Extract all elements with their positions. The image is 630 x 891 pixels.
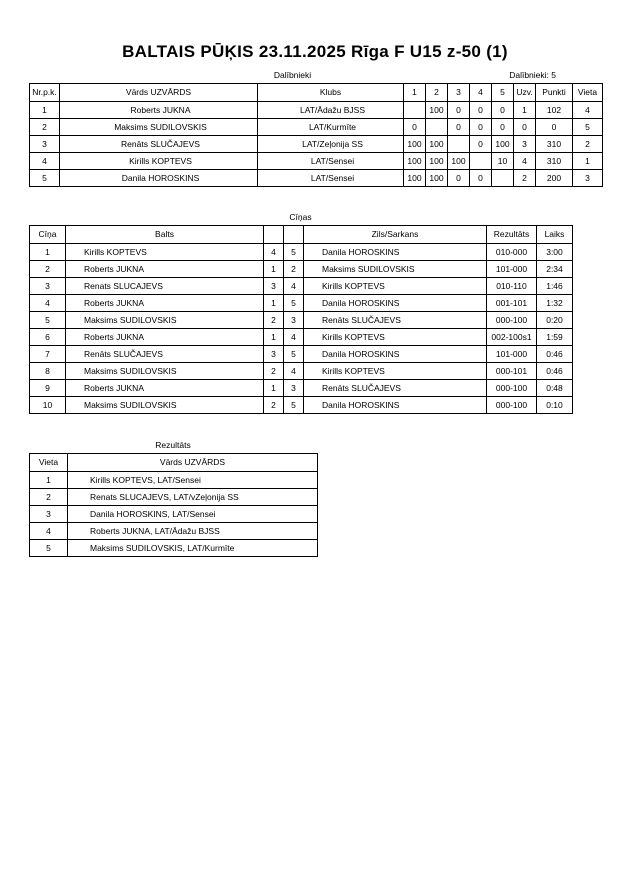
cell-time: 0:46 xyxy=(537,363,573,380)
cell-white-num: 3 xyxy=(264,278,284,295)
header-score-blue xyxy=(284,226,304,244)
cell-name: Roberts JUKNA, LAT/Ādažu BJSS xyxy=(68,523,318,540)
header-r3: 3 xyxy=(448,84,470,102)
table-row xyxy=(30,346,573,363)
cell-r4: 0 xyxy=(470,170,492,187)
cell-r5: 0 xyxy=(492,102,514,119)
cell-punkti: 200 xyxy=(536,170,573,187)
header-vieta: Vieta xyxy=(573,84,603,102)
cell-blue: Danila HOROSKINS xyxy=(304,244,487,261)
header-score-white xyxy=(264,226,284,244)
cell-cina: 6 xyxy=(30,329,66,346)
cell-place: 2 xyxy=(30,489,68,506)
cell-cina: 7 xyxy=(30,346,66,363)
cell-blue-num: 4 xyxy=(284,363,304,380)
header-r5: 5 xyxy=(492,84,514,102)
cell-r4: 0 xyxy=(470,119,492,136)
table-row xyxy=(30,136,603,153)
cell-r3 xyxy=(448,136,470,153)
cell-cina: 9 xyxy=(30,380,66,397)
results-section xyxy=(29,440,317,557)
cell-time: 2:34 xyxy=(537,261,573,278)
cell-blue: Danila HOROSKINS xyxy=(304,295,487,312)
cell-r4 xyxy=(470,153,492,170)
cell-r2: 100 xyxy=(426,102,448,119)
cell-time: 1:32 xyxy=(537,295,573,312)
cell-name: Kirills KOPTEVS, LAT/Sensei xyxy=(68,472,318,489)
cell-blue: Kirills KOPTEVS xyxy=(304,278,487,295)
cell-white: Maksims SUDILOVSKIS xyxy=(66,397,264,414)
cell-blue-num: 2 xyxy=(284,261,304,278)
cell-result: 010-110 xyxy=(487,278,537,295)
cell-npk: 2 xyxy=(30,119,60,136)
cell-time: 3:00 xyxy=(537,244,573,261)
cell-club: LAT/Ādažu BJSS xyxy=(258,102,404,119)
cell-blue-num: 5 xyxy=(284,346,304,363)
cell-r2: 100 xyxy=(426,153,448,170)
cell-npk: 4 xyxy=(30,153,60,170)
cell-white-num: 1 xyxy=(264,380,284,397)
participants-table xyxy=(29,83,603,187)
cell-result: 000-100 xyxy=(487,397,537,414)
table-row xyxy=(30,472,318,489)
cell-npk: 5 xyxy=(30,170,60,187)
cell-white-num: 2 xyxy=(264,397,284,414)
fights-section xyxy=(29,212,572,414)
cell-cina: 1 xyxy=(30,244,66,261)
cell-punkti: 102 xyxy=(536,102,573,119)
cell-white: Renats SLUCAJEVS xyxy=(66,278,264,295)
fights-caption-row xyxy=(29,212,572,225)
cell-blue: Danila HOROSKINS xyxy=(304,397,487,414)
cell-blue-num: 4 xyxy=(284,329,304,346)
cell-white: Roberts JUKNA xyxy=(66,329,264,346)
cell-blue-num: 4 xyxy=(284,278,304,295)
cell-r3: 100 xyxy=(448,153,470,170)
cell-name: Maksims SUDILOVSKIS, LAT/Kurmīte xyxy=(68,540,318,557)
cell-name: Renāts SLUČAJEVS xyxy=(60,136,258,153)
cell-r4: 0 xyxy=(470,136,492,153)
cell-blue-num: 3 xyxy=(284,312,304,329)
cell-name: Roberts JUKNA xyxy=(60,102,258,119)
cell-blue-num: 3 xyxy=(284,380,304,397)
results-header-row xyxy=(30,454,318,472)
header-club: Klubs xyxy=(258,84,404,102)
cell-white: Roberts JUKNA xyxy=(66,295,264,312)
cell-r1: 100 xyxy=(404,153,426,170)
cell-punkti: 310 xyxy=(536,153,573,170)
cell-white-num: 3 xyxy=(264,346,284,363)
header-uzv: Uzv. xyxy=(514,84,536,102)
cell-r4: 0 xyxy=(470,102,492,119)
table-row xyxy=(30,278,573,295)
table-row xyxy=(30,153,603,170)
table-row xyxy=(30,380,573,397)
cell-npk: 1 xyxy=(30,102,60,119)
table-row xyxy=(30,329,573,346)
cell-result: 000-100 xyxy=(487,312,537,329)
cell-name: Maksims SUDILOVSKIS xyxy=(60,119,258,136)
cell-cina: 5 xyxy=(30,312,66,329)
cell-uzv: 3 xyxy=(514,136,536,153)
header-r2: 2 xyxy=(426,84,448,102)
results-table xyxy=(29,453,318,557)
cell-white-num: 1 xyxy=(264,261,284,278)
cell-club: LAT/Kurmīte xyxy=(258,119,404,136)
cell-cina: 4 xyxy=(30,295,66,312)
header-cina: Cīņa xyxy=(30,226,66,244)
participants-count: Dalībnieki: 5 xyxy=(509,70,556,80)
cell-result: 001-101 xyxy=(487,295,537,312)
cell-white-num: 4 xyxy=(264,244,284,261)
cell-uzv: 2 xyxy=(514,170,536,187)
header-rezultats: Rezultāts xyxy=(487,226,537,244)
table-row xyxy=(30,244,573,261)
cell-r5: 0 xyxy=(492,119,514,136)
cell-cina: 3 xyxy=(30,278,66,295)
cell-result: 101-000 xyxy=(487,261,537,278)
cell-uzv: 0 xyxy=(514,119,536,136)
cell-blue: Maksims SUDILOVSKIS xyxy=(304,261,487,278)
cell-place: 5 xyxy=(30,540,68,557)
cell-result: 000-101 xyxy=(487,363,537,380)
page-title: BALTAIS PŪĶIS 23.11.2025 Rīga F U15 z-50 (1) xyxy=(122,42,508,61)
cell-white: Roberts JUKNA xyxy=(66,380,264,397)
table-row xyxy=(30,102,603,119)
cell-result: 101-000 xyxy=(487,346,537,363)
cell-white: Maksims SUDILOVSKIS xyxy=(66,312,264,329)
cell-time: 0:20 xyxy=(537,312,573,329)
cell-r3: 0 xyxy=(448,102,470,119)
fights-header-row xyxy=(30,226,573,244)
cell-vieta: 4 xyxy=(573,102,603,119)
table-row xyxy=(30,506,318,523)
cell-r3: 0 xyxy=(448,119,470,136)
header-balts: Balts xyxy=(66,226,264,244)
participants-section xyxy=(29,70,598,187)
cell-vieta: 1 xyxy=(573,153,603,170)
cell-blue-num: 5 xyxy=(284,397,304,414)
cell-vieta: 5 xyxy=(573,119,603,136)
cell-result: 010-000 xyxy=(487,244,537,261)
cell-time: 1:46 xyxy=(537,278,573,295)
table-row xyxy=(30,523,318,540)
cell-place: 3 xyxy=(30,506,68,523)
cell-cina: 2 xyxy=(30,261,66,278)
cell-vieta: 2 xyxy=(573,136,603,153)
cell-name: Danila HOROSKINS, LAT/Sensei xyxy=(68,506,318,523)
cell-name: Kirills KOPTEVS xyxy=(60,153,258,170)
cell-r5: 10 xyxy=(492,153,514,170)
fights-table xyxy=(29,225,573,414)
cell-white-num: 1 xyxy=(264,295,284,312)
cell-white: Roberts JUKNA xyxy=(66,261,264,278)
cell-white: Renāts SLUČAJEVS xyxy=(66,346,264,363)
cell-club: LAT/Sensei xyxy=(258,170,404,187)
cell-white: Maksims SUDILOVSKIS xyxy=(66,363,264,380)
results-caption: Rezultāts xyxy=(155,440,191,450)
cell-time: 1:59 xyxy=(537,329,573,346)
cell-cina: 10 xyxy=(30,397,66,414)
cell-r2: 100 xyxy=(426,136,448,153)
table-row xyxy=(30,170,603,187)
header-name: Vārds UZVĀRDS xyxy=(60,84,258,102)
cell-time: 0:48 xyxy=(537,380,573,397)
cell-white-num: 1 xyxy=(264,329,284,346)
header-r1: 1 xyxy=(404,84,426,102)
cell-result: 002-100s1 xyxy=(487,329,537,346)
cell-uzv: 1 xyxy=(514,102,536,119)
cell-r5: 100 xyxy=(492,136,514,153)
cell-time: 0:10 xyxy=(537,397,573,414)
header-punkti: Punkti xyxy=(536,84,573,102)
table-row xyxy=(30,119,603,136)
participants-header-row xyxy=(30,84,603,102)
cell-r1: 100 xyxy=(404,136,426,153)
table-row xyxy=(30,261,573,278)
fights-caption: Cīņas xyxy=(289,212,312,222)
cell-white: Kirills KOPTEVS xyxy=(66,244,264,261)
header-r4: 4 xyxy=(470,84,492,102)
table-row xyxy=(30,363,573,380)
cell-r2: 100 xyxy=(426,170,448,187)
cell-club: LAT/Sensei xyxy=(258,153,404,170)
cell-place: 4 xyxy=(30,523,68,540)
cell-name: Danila HOROSKINS xyxy=(60,170,258,187)
table-row xyxy=(30,489,318,506)
cell-r1: 100 xyxy=(404,170,426,187)
header-laiks: Laiks xyxy=(537,226,573,244)
cell-blue: Kirills KOPTEVS xyxy=(304,363,487,380)
participants-caption: Dalībnieki xyxy=(273,70,312,80)
cell-r5 xyxy=(492,170,514,187)
cell-uzv: 4 xyxy=(514,153,536,170)
cell-result: 000-100 xyxy=(487,380,537,397)
cell-white-num: 2 xyxy=(264,363,284,380)
table-row xyxy=(30,295,573,312)
cell-blue: Kirills KOPTEVS xyxy=(304,329,487,346)
cell-blue-num: 5 xyxy=(284,244,304,261)
cell-place: 1 xyxy=(30,472,68,489)
header-vieta: Vieta xyxy=(30,454,68,472)
results-caption-row xyxy=(29,440,317,453)
cell-vieta: 3 xyxy=(573,170,603,187)
cell-blue-num: 5 xyxy=(284,295,304,312)
cell-npk: 3 xyxy=(30,136,60,153)
header-npk: Nr.p.k. xyxy=(30,84,60,102)
participants-caption-row xyxy=(29,70,556,83)
cell-cina: 8 xyxy=(30,363,66,380)
cell-blue: Danila HOROSKINS xyxy=(304,346,487,363)
cell-club: LAT/Zeļonija SS xyxy=(258,136,404,153)
cell-r1: 0 xyxy=(404,119,426,136)
header-name: Vārds UZVĀRDS xyxy=(68,454,318,472)
cell-time: 0:46 xyxy=(537,346,573,363)
table-row xyxy=(30,312,573,329)
table-row xyxy=(30,397,573,414)
cell-punkti: 0 xyxy=(536,119,573,136)
cell-r3: 0 xyxy=(448,170,470,187)
header-zils: Zils/Sarkans xyxy=(304,226,487,244)
cell-punkti: 310 xyxy=(536,136,573,153)
cell-white-num: 2 xyxy=(264,312,284,329)
cell-name: Renats SLUCAJEVS, LAT/vZeļonija SS xyxy=(68,489,318,506)
cell-r2 xyxy=(426,119,448,136)
cell-blue: Renāts SLUČAJEVS xyxy=(304,380,487,397)
table-row xyxy=(30,540,318,557)
cell-r1 xyxy=(404,102,426,119)
cell-blue: Renāts SLUČAJEVS xyxy=(304,312,487,329)
